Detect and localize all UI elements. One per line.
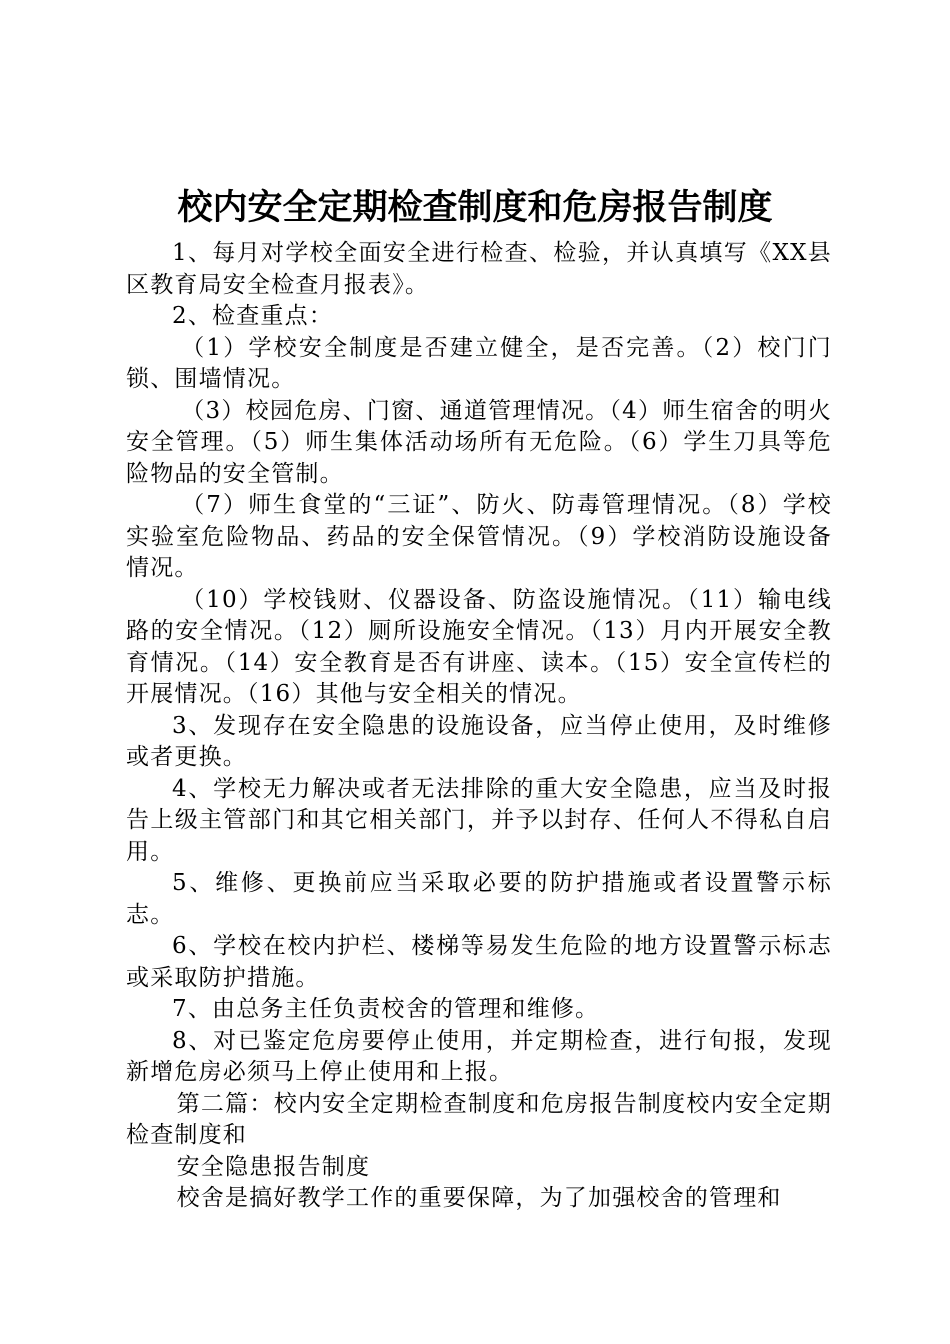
paragraph-item-8: 8、对已鉴定危房要停止使用，并定期检查，进行旬报，发现新增危房必须马上停止使用和上报。 bbox=[126, 1027, 832, 1085]
paragraph-second-part-heading: 第二篇：校内安全定期检查制度和危房报告制度校内安全定期检查制度和 bbox=[126, 1090, 832, 1148]
paragraph-item-4: 4、学校无力解决或者无法排除的重大安全隐患，应当及时报告上级主管部门和其它相关部门，并予以封存、任何人不得私自启用。 bbox=[126, 775, 832, 865]
document-body bbox=[126, 238, 832, 1215]
paragraph-item-6: 6、学校在校内护栏、楼梯等易发生危险的地方设置警示标志或采取防护措施。 bbox=[126, 933, 832, 991]
paragraph-item-1: 1、每月对学校全面安全进行检查、检验，并认真填写《XX县区教育局安全检查月报表》。 bbox=[126, 240, 832, 298]
document-title: 校内安全定期检查制度和危房报告制度 bbox=[177, 187, 773, 228]
paragraph-check-focus: 2、检查重点： bbox=[172, 303, 334, 329]
paragraph-item-7: 7、由总务主任负责校舍的管理和维修。 bbox=[172, 996, 600, 1022]
paragraph-intro: 校舍是搞好教学工作的重要保障，为了加强校舍的管理和 bbox=[176, 1185, 782, 1211]
paragraph-item-3: 3、发现存在安全隐患的设施设备，应当停止使用，及时维修或者更换。 bbox=[126, 712, 832, 770]
paragraph-item-5: 5、维修、更换前应当采取必要的防护措施或者设置警示标志。 bbox=[126, 870, 832, 928]
paragraph-focus-7-9: （7）师生食堂的“三证”、防火、防毒管理情况。（8）学校实验室危险物品、药品的安全保管情况。（9）学校消防设施设备情况。 bbox=[126, 492, 832, 581]
paragraph-focus-10-16: （10）学校钱财、仪器设备、防盗设施情况。（11）输电线路的安全情况。（12）厕所设施安全情况。（13）月内开展安全教育情况。（14）安全教育是否有讲座、读本。（15）安全宣传栏的开展情况。（16）其他与安全相关的情况。 bbox=[126, 586, 832, 707]
paragraph-focus-3-6: （3）校园危房、门窗、通道管理情况。（4）师生宿舍的明火安全管理。（5）师生集体活动场所有无危险。（6）学生刀具等危险物品的安全管制。 bbox=[126, 397, 832, 487]
paragraph-hazard-report-heading: 安全隐患报告制度 bbox=[176, 1153, 371, 1180]
paragraph-focus-1-2: （1）学校安全制度是否建立健全，是否完善。（2）校门门锁、围墙情况。 bbox=[126, 334, 832, 392]
